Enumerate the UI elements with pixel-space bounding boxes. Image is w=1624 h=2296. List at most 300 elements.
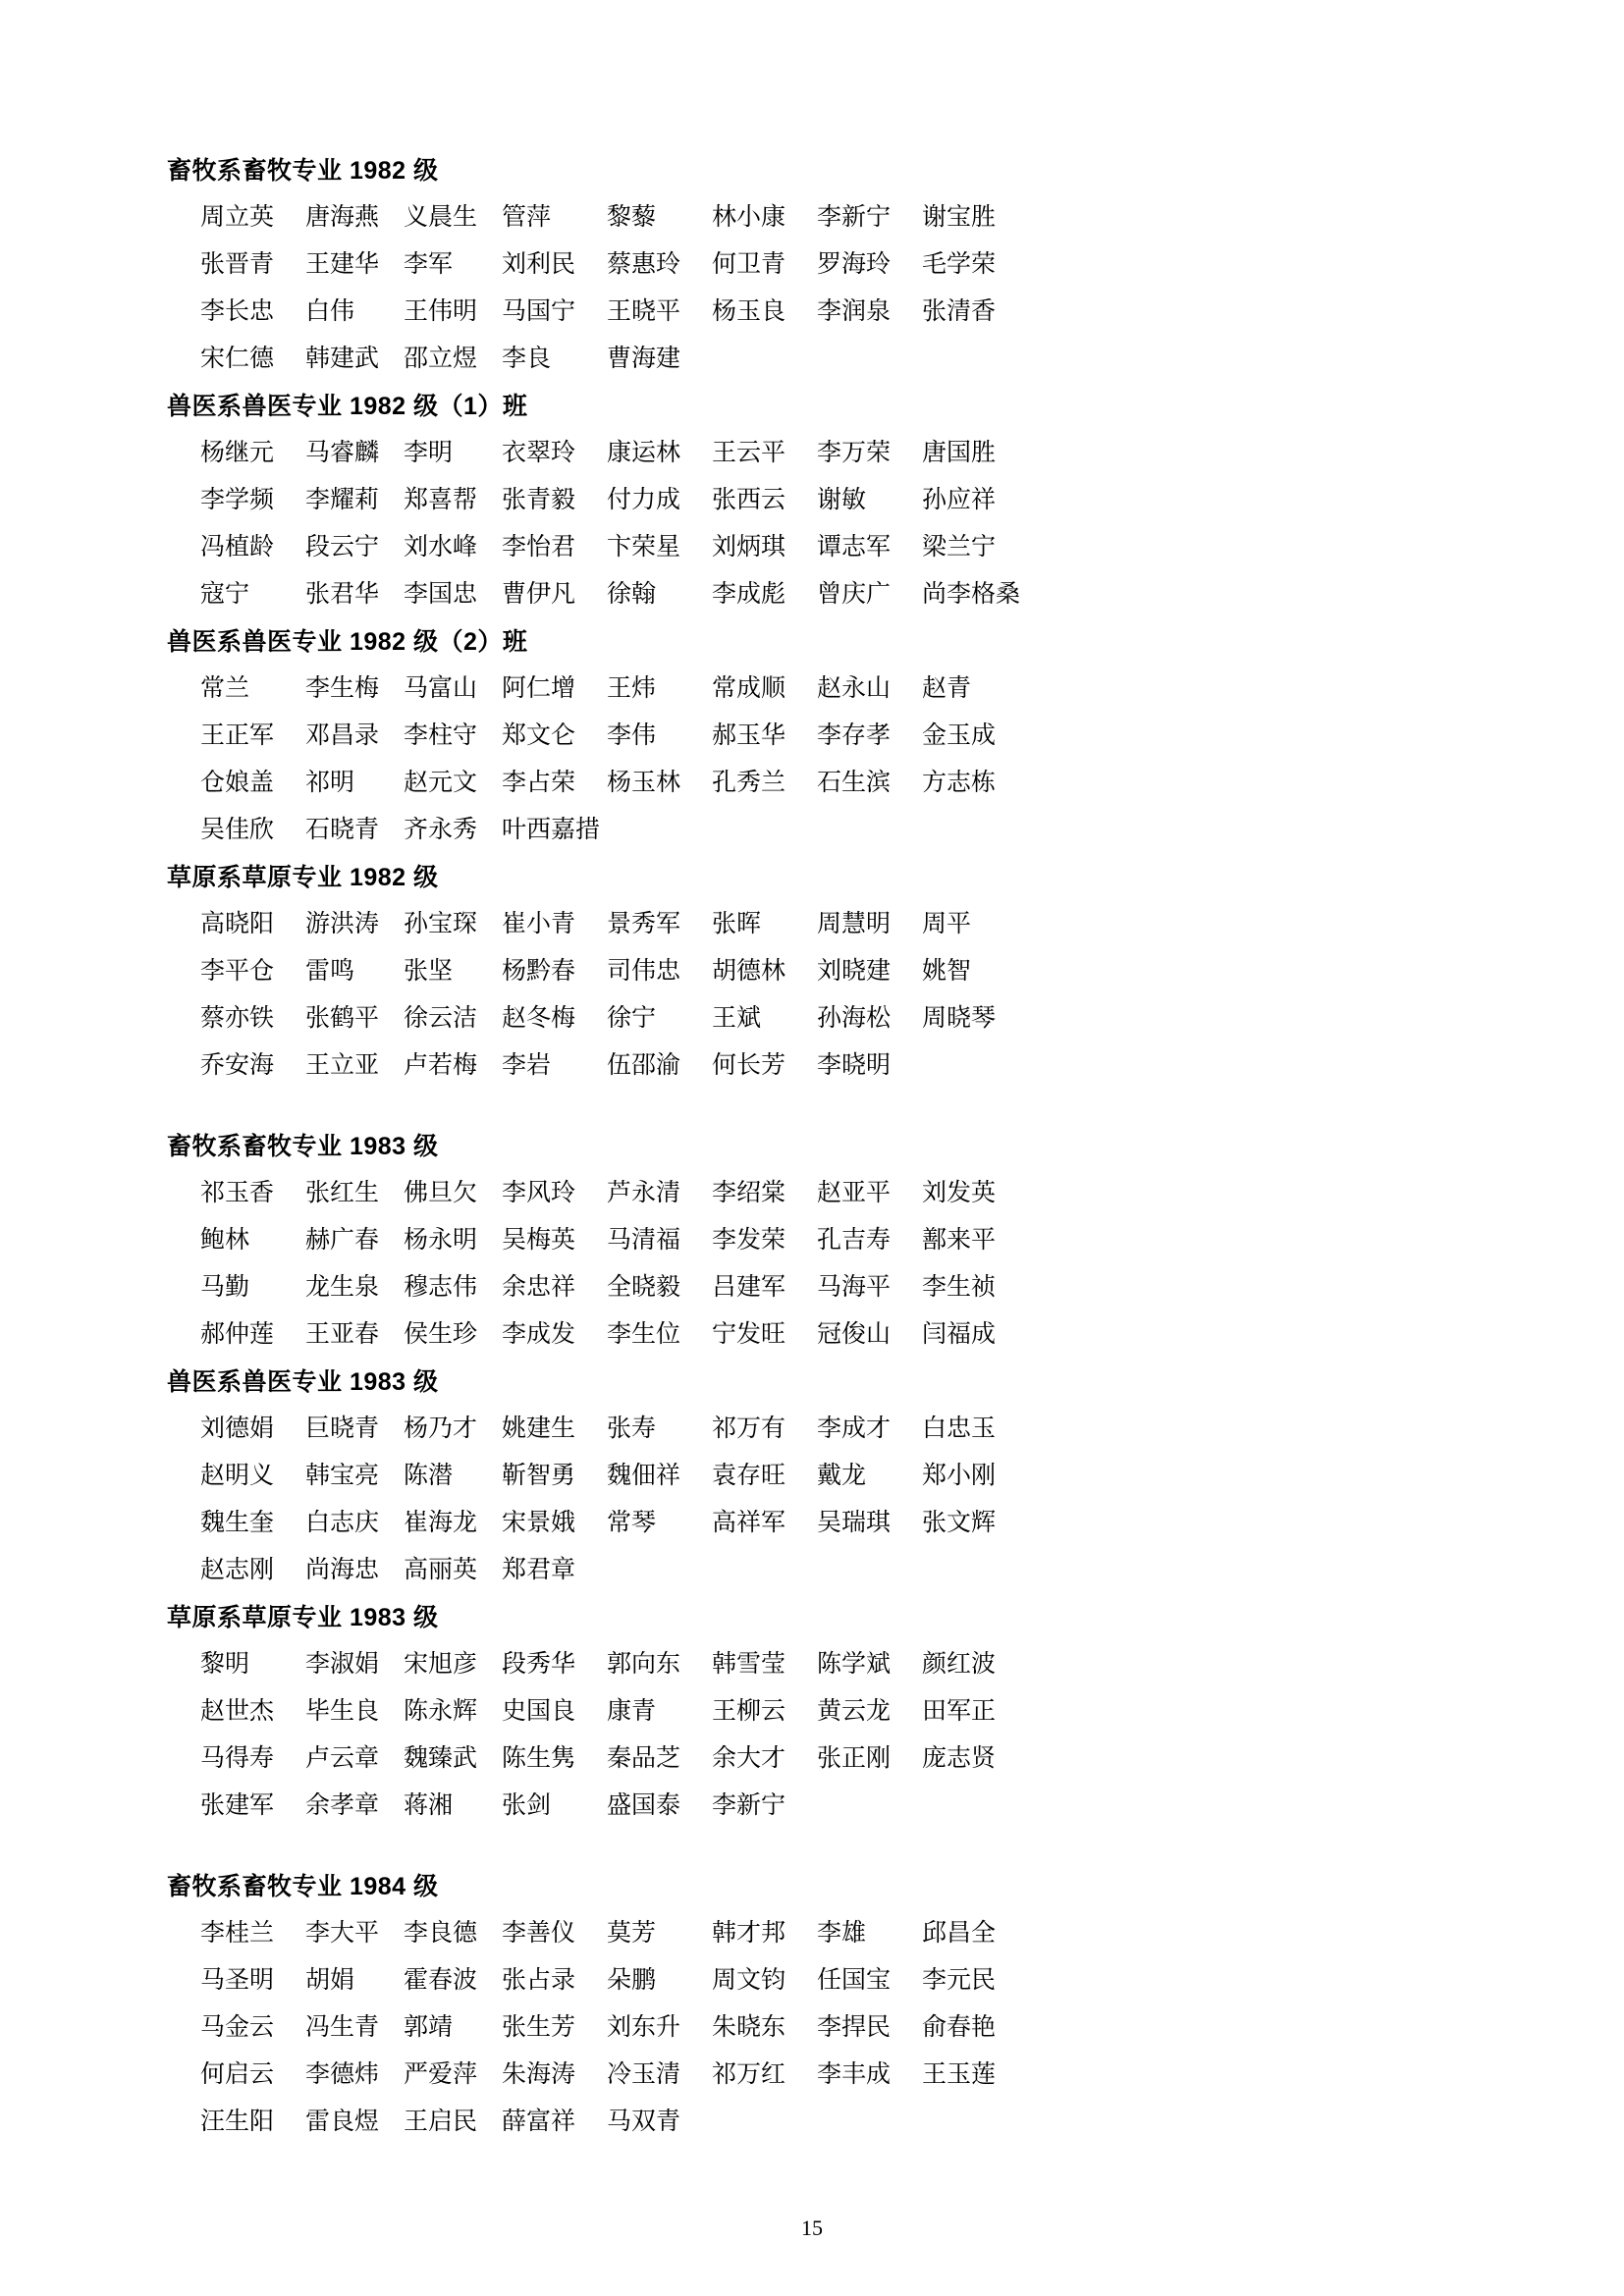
name-cell: 冷玉清	[607, 2061, 681, 2088]
name-cell	[922, 1547, 1040, 1594]
name-cell: 张剑	[502, 1792, 552, 1819]
name-cell: 王伟明	[404, 298, 478, 325]
name-cell: 蒋湘	[404, 1792, 454, 1819]
name-cell: 李淑娟	[305, 1651, 380, 1678]
name-cell: 吴瑞琪	[817, 1510, 892, 1536]
name-cell: 马清福	[607, 1227, 681, 1254]
name-cell: 陈学斌	[817, 1651, 892, 1678]
name-cell: 李元民	[922, 1967, 997, 1994]
name-cell: 马圣明	[200, 1967, 275, 1994]
name-grid	[200, 430, 1040, 618]
name-cell	[922, 1783, 1040, 1830]
name-cell: 穆志伟	[404, 1274, 478, 1301]
name-cell: 林小康	[712, 204, 786, 231]
name-cell: 马睿麟	[305, 440, 380, 466]
page-number: 15	[801, 2216, 823, 2240]
name-cell: 张青毅	[502, 487, 576, 513]
name-cell: 高祥军	[712, 1510, 786, 1536]
name-cell: 胡德林	[712, 958, 786, 985]
name-cell: 张正刚	[817, 1745, 892, 1772]
name-cell: 魏生奎	[200, 1510, 275, 1536]
name-row	[200, 807, 1040, 854]
name-row	[200, 289, 1040, 336]
name-row	[200, 995, 1040, 1042]
name-cell: 段秀华	[502, 1651, 576, 1678]
name-cell: 李新宁	[712, 1792, 786, 1819]
name-row	[200, 2099, 1040, 2146]
name-cell: 朱晓东	[712, 2014, 786, 2041]
section-title: 兽医系兽医专业 1982 级（2）班	[167, 628, 528, 656]
name-grid	[200, 1910, 1040, 2146]
name-cell: 侯生珍	[404, 1321, 478, 1348]
name-cell: 高晓阳	[200, 911, 275, 937]
name-row	[200, 336, 1040, 383]
name-row	[200, 524, 1040, 571]
name-cell: 李明	[404, 440, 454, 466]
name-cell: 张晖	[712, 911, 762, 937]
name-cell: 李怡君	[502, 534, 576, 561]
name-row	[200, 1217, 1040, 1264]
section-title: 畜牧系畜牧专业 1982 级	[167, 157, 439, 185]
name-cell: 闫福成	[922, 1321, 997, 1348]
name-cell: 徐宁	[607, 1005, 657, 1032]
name-cell: 管萍	[502, 204, 552, 231]
name-cell: 毕生良	[305, 1698, 380, 1725]
name-cell: 刘晓建	[817, 958, 892, 985]
name-cell: 王亚春	[305, 1321, 380, 1348]
name-cell	[922, 336, 1040, 383]
name-cell: 郭靖	[404, 2014, 454, 2041]
name-cell: 齐永秀	[404, 817, 478, 843]
name-cell: 宋仁德	[200, 346, 275, 372]
name-cell: 景秀军	[607, 911, 681, 937]
name-row	[200, 1641, 1040, 1688]
class-section	[167, 1359, 1457, 1594]
name-cell: 邱昌全	[922, 1920, 997, 1947]
name-cell: 杨永明	[404, 1227, 478, 1254]
name-cell: 曹海建	[607, 346, 681, 372]
name-cell: 崔小青	[502, 911, 576, 937]
name-cell: 郝玉华	[712, 722, 786, 749]
name-grid	[200, 1406, 1040, 1594]
name-cell: 鄯来平	[922, 1227, 997, 1254]
class-section	[167, 1594, 1457, 1830]
section-title: 草原系草原专业 1983 级	[167, 1604, 439, 1631]
name-cell: 梁兰宁	[922, 534, 997, 561]
name-cell: 赵志刚	[200, 1557, 275, 1583]
name-cell: 吴佳欣	[200, 817, 275, 843]
name-cell	[817, 2099, 922, 2146]
name-cell: 王建华	[305, 251, 380, 278]
name-cell: 魏佃祥	[607, 1463, 681, 1489]
name-cell: 伍邵渝	[607, 1052, 681, 1079]
name-cell: 司伟忠	[607, 958, 681, 985]
name-cell: 方志栋	[922, 770, 997, 796]
name-cell: 余孝章	[305, 1792, 380, 1819]
name-cell	[712, 336, 817, 383]
name-cell	[817, 336, 922, 383]
name-cell: 戴龙	[817, 1463, 867, 1489]
name-row	[200, 571, 1040, 618]
name-cell: 唐海燕	[305, 204, 380, 231]
name-cell	[922, 2099, 1040, 2146]
name-row	[200, 241, 1040, 289]
name-cell: 郭向东	[607, 1651, 681, 1678]
name-cell: 王正军	[200, 722, 275, 749]
name-row	[200, 948, 1040, 995]
name-cell: 曾庆广	[817, 581, 892, 608]
name-cell: 张生芳	[502, 2014, 576, 2041]
name-cell: 李善仪	[502, 1920, 576, 1947]
name-cell: 谭志军	[817, 534, 892, 561]
name-cell	[922, 807, 1040, 854]
name-row	[200, 713, 1040, 760]
name-cell	[712, 807, 817, 854]
section-spacer	[167, 1090, 1457, 1123]
name-cell: 何长芳	[712, 1052, 786, 1079]
name-row	[200, 1042, 1040, 1090]
name-cell: 韩才邦	[712, 1920, 786, 1947]
name-cell: 余大才	[712, 1745, 786, 1772]
name-cell: 张鹤平	[305, 1005, 380, 1032]
name-cell: 马勤	[200, 1274, 250, 1301]
name-cell: 郑君章	[502, 1557, 576, 1583]
name-cell: 张红生	[305, 1180, 380, 1206]
name-cell: 陈永辉	[404, 1698, 478, 1725]
name-cell: 周晓琴	[922, 1005, 997, 1032]
name-cell: 雷鸣	[305, 958, 355, 985]
section-title: 兽医系兽医专业 1983 级	[167, 1368, 439, 1396]
name-cell: 邓昌录	[305, 722, 380, 749]
name-cell: 李新宁	[817, 204, 892, 231]
name-cell: 冯植龄	[200, 534, 275, 561]
name-cell: 张文辉	[922, 1510, 997, 1536]
name-cell: 赵世杰	[200, 1698, 275, 1725]
name-cell: 蔡亦铁	[200, 1005, 275, 1032]
name-cell: 王启民	[404, 2109, 478, 2135]
name-cell: 马金云	[200, 2014, 275, 2041]
name-cell: 卢若梅	[404, 1052, 478, 1079]
name-cell: 杨黔春	[502, 958, 576, 985]
name-cell	[607, 1547, 712, 1594]
name-cell: 刘发英	[922, 1180, 997, 1206]
name-cell: 黄云龙	[817, 1698, 892, 1725]
name-cell: 李绍棠	[712, 1180, 786, 1206]
name-cell: 祁玉香	[200, 1180, 275, 1206]
name-cell: 王炜	[607, 675, 657, 702]
name-row	[200, 1547, 1040, 1594]
name-cell: 孙应祥	[922, 487, 997, 513]
class-section	[167, 1123, 1457, 1359]
name-cell: 卞荣星	[607, 534, 681, 561]
name-cell: 马国宁	[502, 298, 576, 325]
name-cell: 康运林	[607, 440, 681, 466]
name-cell: 尚海忠	[305, 1557, 380, 1583]
name-cell: 周平	[922, 911, 972, 937]
name-cell: 姚智	[922, 958, 972, 985]
name-grid	[200, 1641, 1040, 1830]
class-section	[167, 618, 1457, 854]
name-cell: 张西云	[712, 487, 786, 513]
name-cell: 田军正	[922, 1698, 997, 1725]
name-row	[200, 1910, 1040, 1957]
name-cell: 李万荣	[817, 440, 892, 466]
name-cell: 李学频	[200, 487, 275, 513]
name-cell: 薛富祥	[502, 2109, 576, 2135]
name-cell: 吕建军	[712, 1274, 786, 1301]
name-cell: 李德炜	[305, 2061, 380, 2088]
name-cell: 马海平	[817, 1274, 892, 1301]
name-cell: 李良德	[404, 1920, 478, 1947]
name-cell	[817, 1547, 922, 1594]
name-cell: 马双青	[607, 2109, 681, 2135]
name-row	[200, 1500, 1040, 1547]
name-cell: 乔安海	[200, 1052, 275, 1079]
name-cell	[607, 807, 712, 854]
name-row	[200, 1783, 1040, 1830]
name-cell: 孔秀兰	[712, 770, 786, 796]
name-cell: 赫广春	[305, 1227, 380, 1254]
name-cell: 朱海涛	[502, 2061, 576, 2088]
name-cell: 常成顺	[712, 675, 786, 702]
name-cell: 徐翰	[607, 581, 657, 608]
name-cell: 刘东升	[607, 2014, 681, 2041]
name-cell: 赵青	[922, 675, 972, 702]
name-cell: 义晨生	[404, 204, 478, 231]
name-cell: 张清香	[922, 298, 997, 325]
name-cell: 张建军	[200, 1792, 275, 1819]
name-cell: 刘水峰	[404, 534, 478, 561]
name-cell: 李伟	[607, 722, 657, 749]
name-row	[200, 2052, 1040, 2099]
name-cell: 孔吉寿	[817, 1227, 892, 1254]
name-cell: 朵鹏	[607, 1967, 657, 1994]
name-row	[200, 1170, 1040, 1217]
name-cell: 马得寿	[200, 1745, 275, 1772]
name-cell: 赵冬梅	[502, 1005, 576, 1032]
name-cell: 李长忠	[200, 298, 275, 325]
name-cell: 刘德娟	[200, 1415, 275, 1442]
name-cell: 李良	[502, 346, 552, 372]
name-cell: 张君华	[305, 581, 380, 608]
class-section	[167, 147, 1457, 383]
name-cell: 赵永山	[817, 675, 892, 702]
name-row	[200, 1688, 1040, 1735]
name-cell: 周慧明	[817, 911, 892, 937]
name-cell: 鲍林	[200, 1227, 250, 1254]
name-cell: 郑小刚	[922, 1463, 997, 1489]
name-cell: 何启云	[200, 2061, 275, 2088]
name-grid	[200, 194, 1040, 383]
name-cell: 谢敏	[817, 487, 867, 513]
name-cell: 袁存旺	[712, 1463, 786, 1489]
section-title: 畜牧系畜牧专业 1984 级	[167, 1873, 439, 1900]
name-cell: 周立英	[200, 204, 275, 231]
name-cell: 李军	[404, 251, 454, 278]
name-cell: 马富山	[404, 675, 478, 702]
name-cell: 李成彪	[712, 581, 786, 608]
name-cell: 张寿	[607, 1415, 657, 1442]
name-cell: 黎明	[200, 1651, 250, 1678]
name-cell: 李柱守	[404, 722, 478, 749]
name-cell: 赵明义	[200, 1463, 275, 1489]
name-cell: 王柳云	[712, 1698, 786, 1725]
name-cell: 庞志贤	[922, 1745, 997, 1772]
graduate-name-lists	[167, 147, 1457, 2146]
name-row	[200, 1406, 1040, 1453]
name-row	[200, 1453, 1040, 1500]
name-cell	[817, 1783, 922, 1830]
name-cell: 白忠玉	[922, 1415, 997, 1442]
name-cell: 霍春波	[404, 1967, 478, 1994]
name-cell	[712, 2099, 817, 2146]
name-cell: 雷良煜	[305, 2109, 380, 2135]
name-cell: 任国宝	[817, 1967, 892, 1994]
name-cell: 阿仁增	[502, 675, 576, 702]
name-cell: 叶西嘉措	[502, 817, 601, 843]
section-title: 畜牧系畜牧专业 1983 级	[167, 1133, 439, 1160]
name-cell: 李风玲	[502, 1180, 576, 1206]
name-cell: 王云平	[712, 440, 786, 466]
name-cell	[922, 1042, 1040, 1090]
section-spacer	[167, 1830, 1457, 1863]
name-cell: 李存孝	[817, 722, 892, 749]
name-cell: 李成才	[817, 1415, 892, 1442]
name-cell: 付力成	[607, 487, 681, 513]
name-cell: 王斌	[712, 1005, 762, 1032]
name-cell: 巨晓青	[305, 1415, 380, 1442]
name-cell: 李润泉	[817, 298, 892, 325]
name-cell: 崔海龙	[404, 1510, 478, 1536]
name-cell: 郑喜帮	[404, 487, 478, 513]
name-cell: 秦品芝	[607, 1745, 681, 1772]
name-cell: 杨乃才	[404, 1415, 478, 1442]
class-section	[167, 854, 1457, 1090]
name-cell: 赵亚平	[817, 1180, 892, 1206]
name-cell: 寇宁	[200, 581, 250, 608]
name-cell: 盛国泰	[607, 1792, 681, 1819]
name-cell: 常兰	[200, 675, 250, 702]
name-cell: 罗海玲	[817, 251, 892, 278]
name-cell: 宋景娥	[502, 1510, 576, 1536]
name-cell: 李生祯	[922, 1274, 997, 1301]
name-cell: 李占荣	[502, 770, 576, 796]
name-row	[200, 1311, 1040, 1359]
name-cell: 杨玉良	[712, 298, 786, 325]
name-cell	[817, 807, 922, 854]
name-cell: 冯生青	[305, 2014, 380, 2041]
name-cell: 何卫青	[712, 251, 786, 278]
name-cell: 李耀莉	[305, 487, 380, 513]
name-cell: 刘利民	[502, 251, 576, 278]
name-cell: 郑文仑	[502, 722, 576, 749]
name-cell: 杨玉林	[607, 770, 681, 796]
name-cell: 莫芳	[607, 1920, 657, 1947]
name-cell: 郝仲莲	[200, 1321, 275, 1348]
name-cell: 王晓平	[607, 298, 681, 325]
name-cell: 邵立煜	[404, 346, 478, 372]
name-cell: 曹伊凡	[502, 581, 576, 608]
name-cell: 佛旦欠	[404, 1180, 478, 1206]
name-cell: 仓娘盖	[200, 770, 275, 796]
name-cell: 李国忠	[404, 581, 478, 608]
name-cell: 李发荣	[712, 1227, 786, 1254]
name-cell: 石生滨	[817, 770, 892, 796]
name-cell: 尚李格桑	[922, 581, 1021, 608]
name-cell: 王玉莲	[922, 2061, 997, 2088]
name-row	[200, 1735, 1040, 1783]
name-cell: 颜红波	[922, 1651, 997, 1678]
name-cell: 冠俊山	[817, 1321, 892, 1348]
name-cell: 李捍民	[817, 2014, 892, 2041]
name-cell: 史国良	[502, 1698, 576, 1725]
name-grid	[200, 1170, 1040, 1359]
name-cell: 靳智勇	[502, 1463, 576, 1489]
name-cell: 张晋青	[200, 251, 275, 278]
name-cell: 韩雪莹	[712, 1651, 786, 1678]
name-cell: 李平仓	[200, 958, 275, 985]
name-cell: 祁万红	[712, 2061, 786, 2088]
name-row	[200, 666, 1040, 713]
name-cell: 吴梅英	[502, 1227, 576, 1254]
name-cell: 孙宝琛	[404, 911, 478, 937]
name-cell: 张占录	[502, 1967, 576, 1994]
class-section	[167, 383, 1457, 618]
name-cell: 韩宝亮	[305, 1463, 380, 1489]
name-cell: 张坚	[404, 958, 454, 985]
name-cell: 李晓明	[817, 1052, 892, 1079]
name-cell: 刘炳琪	[712, 534, 786, 561]
name-cell: 芦永清	[607, 1180, 681, 1206]
name-cell: 常琴	[607, 1510, 657, 1536]
name-cell: 徐云洁	[404, 1005, 478, 1032]
name-cell: 宋旭彦	[404, 1651, 478, 1678]
name-cell: 姚建生	[502, 1415, 576, 1442]
name-cell: 段云宁	[305, 534, 380, 561]
name-cell: 金玉成	[922, 722, 997, 749]
name-cell: 游洪涛	[305, 911, 380, 937]
name-cell: 石晓青	[305, 817, 380, 843]
name-cell: 汪生阳	[200, 2109, 275, 2135]
name-grid	[200, 666, 1040, 854]
name-cell: 康青	[607, 1698, 657, 1725]
name-cell: 白伟	[305, 298, 355, 325]
name-cell: 赵元文	[404, 770, 478, 796]
name-cell: 黎藜	[607, 204, 657, 231]
name-row	[200, 477, 1040, 524]
name-cell: 王立亚	[305, 1052, 380, 1079]
name-cell: 李桂兰	[200, 1920, 275, 1947]
name-cell: 周文钧	[712, 1967, 786, 1994]
name-cell: 胡娟	[305, 1967, 355, 1994]
name-cell: 龙生泉	[305, 1274, 380, 1301]
name-cell: 余忠祥	[502, 1274, 576, 1301]
name-cell: 李大平	[305, 1920, 380, 1947]
name-row	[200, 430, 1040, 477]
name-cell: 俞春艳	[922, 2014, 997, 2041]
name-cell: 韩建武	[305, 346, 380, 372]
name-cell: 谢宝胜	[922, 204, 997, 231]
name-cell: 蔡惠玲	[607, 251, 681, 278]
name-row	[200, 2004, 1040, 2052]
name-cell: 李丰成	[817, 2061, 892, 2088]
name-cell: 白志庆	[305, 1510, 380, 1536]
name-cell: 高丽英	[404, 1557, 478, 1583]
name-row	[200, 1264, 1040, 1311]
name-row	[200, 1957, 1040, 2004]
name-cell: 严爱萍	[404, 2061, 478, 2088]
name-cell: 唐国胜	[922, 440, 997, 466]
